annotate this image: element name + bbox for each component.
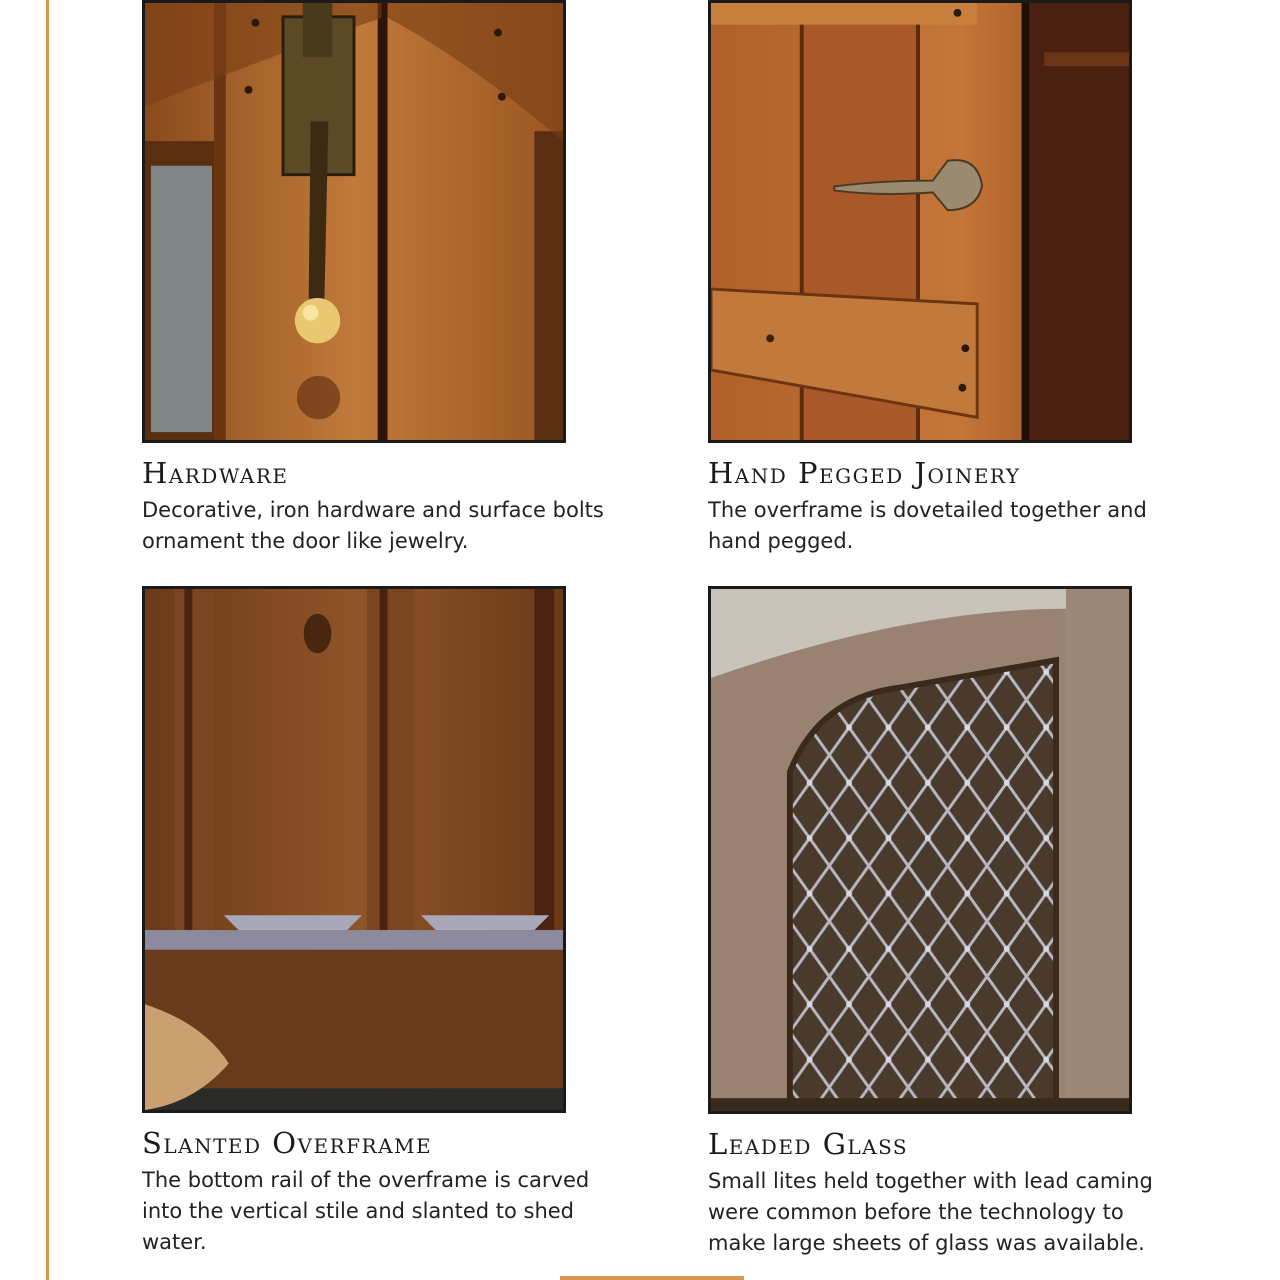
feature-card-leaded-glass	[708, 586, 1178, 1259]
feature-description: The bottom rail of the overframe is carved into the vertical stile and slanted to shed water.	[142, 1168, 590, 1254]
feature-title: Leaded Glass	[708, 1127, 909, 1161]
feature-description: The overframe is dovetailed together and hand pegged.	[708, 498, 1147, 553]
feature-title: Slanted Overframe	[142, 1126, 433, 1160]
leaded-glass-photo	[708, 586, 1132, 1114]
feature-title: Hand Pegged Joinery	[708, 456, 1021, 490]
feature-card-slanted-overframe	[142, 586, 612, 1258]
feature-card-hardware	[142, 0, 612, 557]
slanted-overframe-photo	[142, 586, 566, 1113]
feature-description: Small lites held together with lead caming were common before the technology to make large sheets of glass was available.	[708, 1169, 1153, 1255]
left-margin-rule	[46, 0, 49, 1280]
feature-title: Hardware	[142, 456, 289, 490]
hardware-photo	[142, 0, 566, 443]
bottom-accent-rule	[560, 1276, 744, 1280]
feature-card-hand-pegged-joinery	[708, 0, 1178, 557]
hand-pegged-joinery-photo	[708, 0, 1132, 443]
feature-description: Decorative, iron hardware and surface bolts ornament the door like jewelry.	[142, 498, 604, 553]
